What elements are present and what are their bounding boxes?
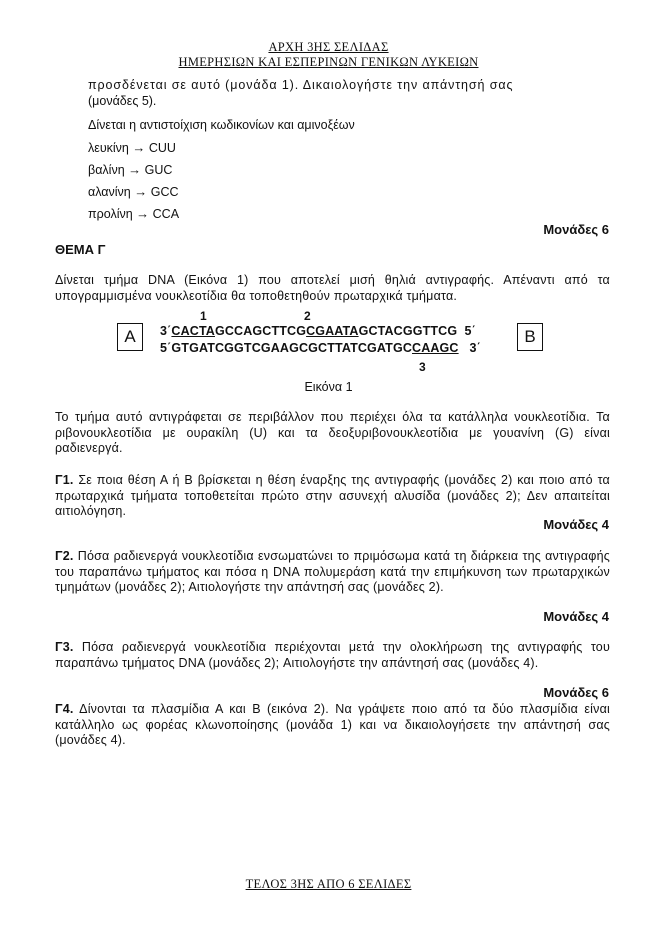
points-g1: Μονάδες 4 xyxy=(543,517,609,532)
figure-caption: Εικόνα 1 xyxy=(304,380,353,394)
mapping-item: προλίνη → CCA xyxy=(88,206,180,221)
points-g2: Μονάδες 4 xyxy=(543,609,609,624)
question-g4: Γ4. Δίνονται τα πλασμίδια Α και Β (εικόνα 2). Να γράψετε ποιο από τα δύο πλασμίδια είναι κατάλληλο ως φορέας κλωνοποίησης (μονάδα 1) και να δικαιολογήσετε την απάντησή σας (μονάδες 4). xyxy=(55,702,610,747)
underline-segment-1: CACTA xyxy=(171,324,215,338)
dna-bottom-strand: 5΄GTGATCGGTCGAAGCGCTTATCGATGCCAAGC 3΄ xyxy=(160,341,481,355)
arrow-icon: → xyxy=(128,162,142,177)
box-a: A xyxy=(117,323,143,351)
underline-segment-3: CAAGC xyxy=(412,341,459,355)
box-b: B xyxy=(517,323,543,351)
question-g3: Γ3. Πόσα ραδιενεργά νουκλεοτίδια περιέχονται μετά την ολοκλήρωση της αντιγραφής του παραπάνω τμήματος DNA (μονάδες 2); Αιτιολογήστε την απάντησή σας (μονάδες 4). xyxy=(55,640,610,670)
primer-label-1: 1 xyxy=(200,309,207,323)
arrow-icon: → xyxy=(136,206,150,221)
underline-segment-2: CGAATA xyxy=(306,324,359,338)
mapping-item: αλανίνη → GCC xyxy=(88,184,179,199)
mapping-item: βαλίνη → GUC xyxy=(88,162,173,177)
arrow-icon: → xyxy=(134,184,148,199)
question-g2: Γ2. Πόσα ραδιενεργά νουκλεοτίδια ενσωματώνει το πριμόσωμα κατά τη διάρκεια της αντιγραφής του παραπάνω τμήματος και πόσα η DNA πολυμεράση κατά την επιμήκυνση των πρωταρχικών τμημάτων (μονάδες 2); Αιτιολογήστε την απάντησή σας (μονάδες 2). xyxy=(55,549,610,594)
page-header-line2: ΗΜΕΡΗΣΙΩΝ ΚΑΙ ΕΣΠΕΡΙΝΩΝ ΓΕΝΙΚΩΝ ΛΥΚΕΙΩΝ xyxy=(178,55,479,69)
mapping-title: Δίνεται η αντιστοίχιση κωδικονίων και αμινοξέων xyxy=(88,118,355,132)
points-g3: Μονάδες 6 xyxy=(543,685,609,700)
intro-line-2: (μονάδες 5). xyxy=(88,94,157,108)
page-footer: ΤΕΛΟΣ 3ΗΣ ΑΠΟ 6 ΣΕΛΙΔΕΣ xyxy=(245,877,412,891)
question-g1: Γ1. Σε ποια θέση Α ή Β βρίσκεται η θέση έναρξης της αντιγραφής (μονάδες 2) και ποιο από τα πρωταρχικά τμήματα τοποθετείται πρώτο στην ασυνεχή αλυσίδα (μονάδες 2); Δεν απαιτείται αιτιολόγηση. xyxy=(55,473,610,518)
page-header-line1: ΑΡΧΗ 3ΗΣ ΣΕΛΙΔΑΣ xyxy=(268,40,389,54)
dna-top-strand: 3΄CACTAGCCAGCTTCGCGAATAGCTACGGTTCG 5΄ xyxy=(160,324,476,338)
mapping-item: λευκίνη → CUU xyxy=(88,140,176,155)
points-intro: Μονάδες 6 xyxy=(543,222,609,237)
environment-paragraph: Το τμήμα αυτό αντιγράφεται σε περιβάλλον που περιέχει όλα τα κατάλληλα νουκλεοτίδια. Τα ριβονουκλεοτίδια με ουρακίλη (U) και τα δεοξυριβονουκλεοτίδια με γουανίνη (G) είναι ραδιενεργά. xyxy=(55,410,610,455)
intro-line-1: προσδένεται σε αυτό (μονάδα 1). Δικαιολογήστε την απάντησή σας xyxy=(88,78,514,92)
primer-label-3: 3 xyxy=(419,360,426,374)
section-title: ΘΕΜΑ Γ xyxy=(55,242,106,257)
primer-label-2: 2 xyxy=(304,309,311,323)
dna-intro-paragraph: Δίνεται τμήμα DNA (Εικόνα 1) που αποτελεί μισή θηλιά αντιγραφής. Απέναντι από τα υπογραμμισμένα νουκλεοτίδια θα τοποθετηθούν πρωταρχικά τμήματα. xyxy=(55,273,610,303)
arrow-icon: → xyxy=(132,140,146,155)
